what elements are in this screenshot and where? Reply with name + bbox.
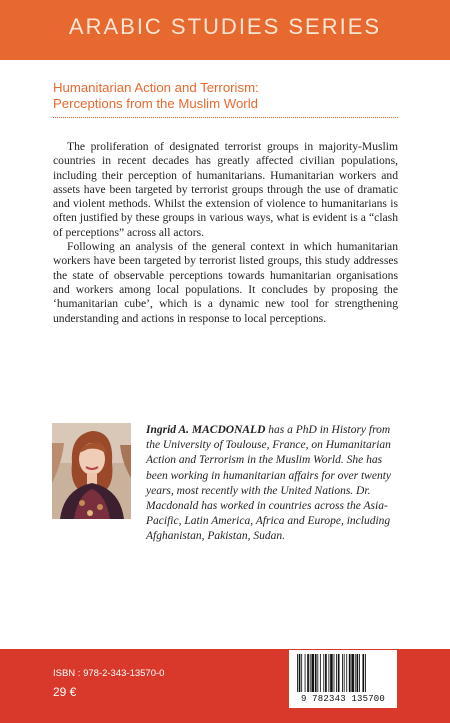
author-name: Ingrid A. MACDONALD <box>146 424 266 436</box>
barcode-bars <box>289 650 397 694</box>
author-bio-text: has a PhD in History from the University of Toulouse, France, on Humanitarian Action and Terrorism in the Muslim World. She has been working in humanitarian affairs for over twenty years, most recently with the United Nations. Dr. Macdonald has worked in countries across the Asia-Pacific, Latin America, Africa and Europe, including Afghanistan, Pakistan, Sudan. <box>146 424 391 543</box>
book-title-line-2: Perceptions from the Muslim World <box>53 96 258 111</box>
abstract-paragraph-2: Following an analysis of the general context in which humanitarian workers have been targeted by terrorist listed groups, this study addresses the state of observable perceptions towards humanitarian organisations and workers among local populations. It concludes by proposing the ‘humanitarian cube’, which is a dynamic new tool for strengthening understanding and actions in response to local perceptions. <box>53 240 398 325</box>
barcode <box>289 650 397 708</box>
dotted-divider <box>53 117 398 118</box>
series-title: ARABIC STUDIES SERIES <box>68 14 382 39</box>
abstract-paragraph-1: The proliferation of designated terrorist groups in majority-Muslim countries in recent decades has greatly affected civilian populations, including their perception of humanitarians. Humanitarian workers and assets have been targeted by terrorist groups through the use of dramatic and violent methods. Whilst the extension of violence to humanitarians is often justified by these groups in various ways, what is evident is a “clash of perceptions” across all actors. <box>53 140 398 239</box>
author-photo <box>52 423 131 519</box>
book-title <box>53 80 413 112</box>
price-label: 29 € <box>53 685 77 699</box>
author-bio <box>146 423 402 545</box>
book-title-line-1: Humanitarian Action and Terrorism: <box>53 80 259 95</box>
book-abstract <box>53 140 398 326</box>
barcode-digits: 9 782343 135700 <box>300 694 385 704</box>
isbn-label: ISBN : 978-2-343-13570-0 <box>53 668 165 679</box>
